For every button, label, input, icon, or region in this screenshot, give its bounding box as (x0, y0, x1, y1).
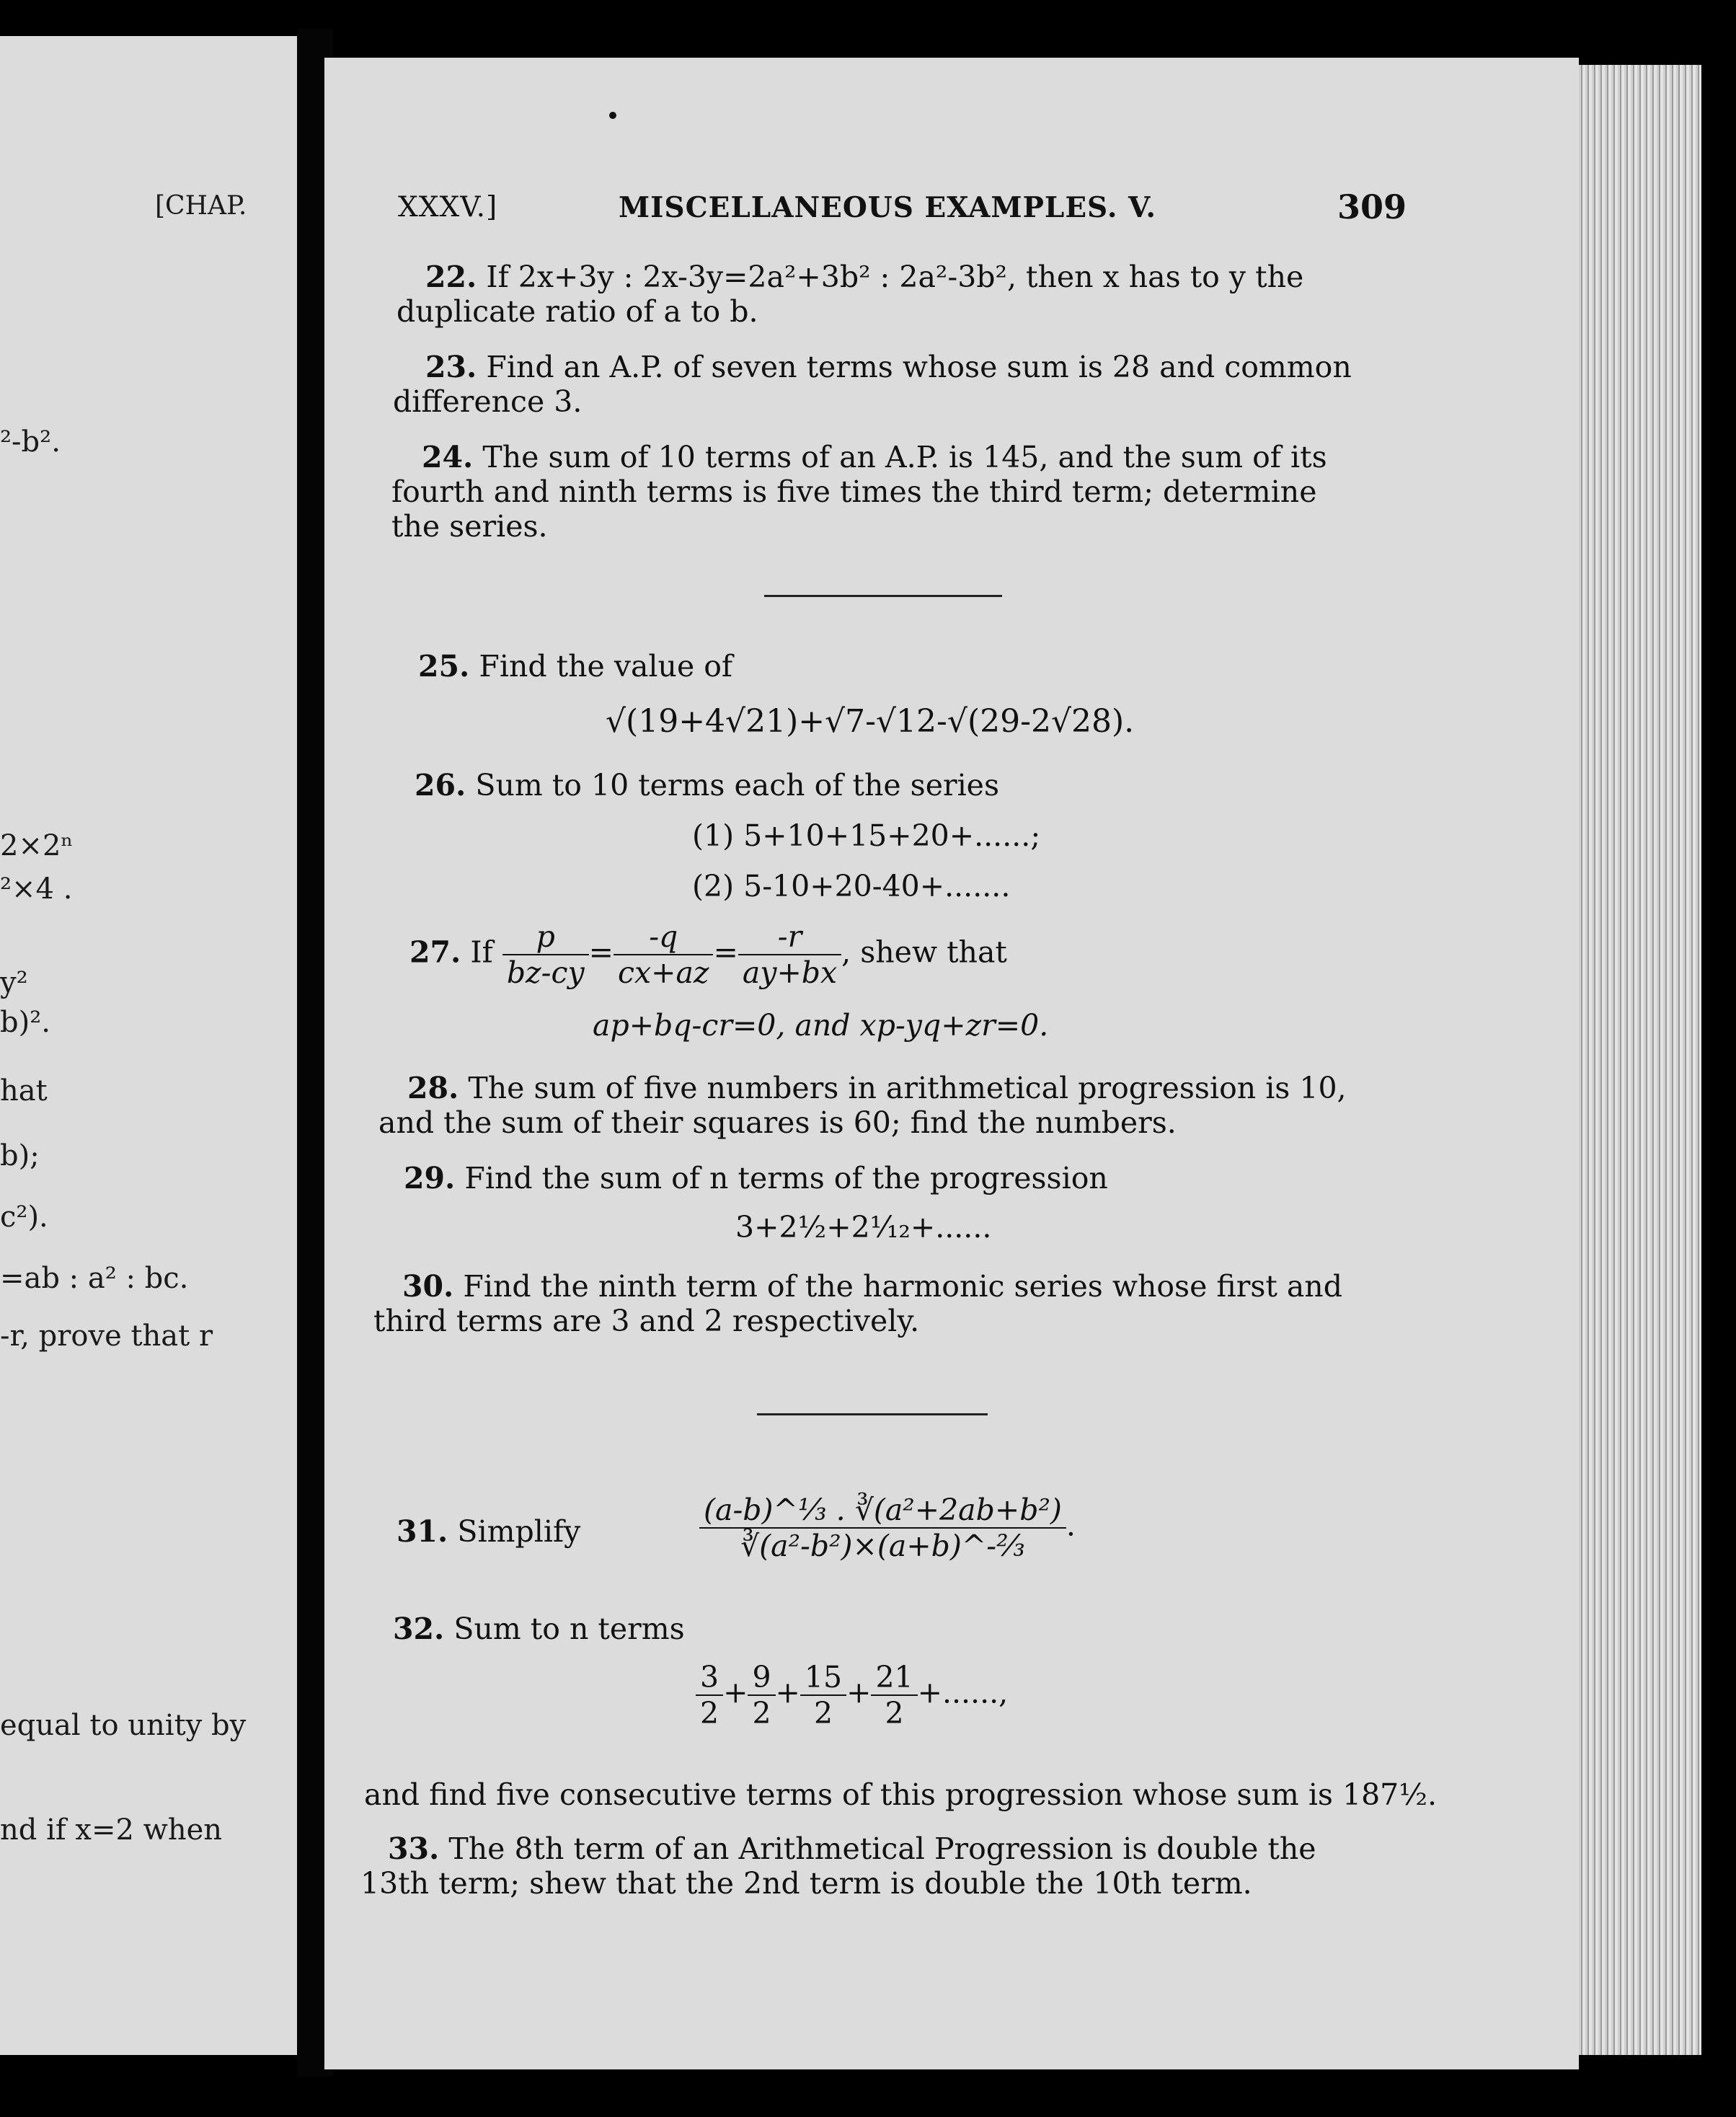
numerator: 15 (800, 1660, 846, 1696)
left-fragment: ²-b². (0, 425, 61, 459)
page-number: 309 (1337, 187, 1407, 226)
problem-text: , shew that (841, 934, 1007, 970)
problem-27 (409, 919, 1007, 990)
fraction (738, 919, 841, 990)
problem-27-equations: ap+bq-cr=0, and xp-yq+zr=0. (593, 1008, 1049, 1043)
problem-30 (402, 1269, 1342, 1304)
numerator: 3 (696, 1660, 723, 1696)
problem-text: Find the ninth term of the harmonic series whose first and (463, 1269, 1342, 1304)
problem-number: 30. (402, 1269, 454, 1304)
problem-text: If 2x+3y : 2x-3y=2a²+3b² : 2a²-3b², then x has to y the (486, 260, 1304, 294)
problem-32-line3: and find five consecutive terms of this progression whose sum is 187½. (364, 1777, 1438, 1812)
problem-text: The sum of 10 terms of an A.P. is 145, and the sum of its (482, 440, 1327, 474)
problem-31 (397, 1514, 580, 1549)
left-fragment: equal to unity by (0, 1709, 247, 1742)
fraction (748, 1660, 775, 1731)
problem-number: 28. (407, 1071, 459, 1105)
fraction (800, 1660, 846, 1731)
problem-26-series-1: (1) 5+10+15+20+......; (692, 818, 1041, 853)
problem-32 (393, 1612, 685, 1646)
denominator: cx+az (618, 955, 709, 990)
denominator: 2 (813, 1696, 833, 1731)
chapter-number: XXXV.] (398, 191, 498, 224)
fraction (502, 919, 589, 990)
problem-text: Simplify (457, 1514, 581, 1549)
left-fragment: nd if x=2 when (0, 1813, 223, 1847)
left-page (0, 36, 303, 2055)
problem-26-series-2: (2) 5-10+20-40+....... (692, 869, 1011, 903)
series-tail: +......, (917, 1675, 1009, 1710)
fraction (614, 919, 713, 990)
left-fragment: b); (0, 1139, 40, 1172)
problem-number: 26. (415, 768, 466, 803)
problem-23-line2: difference 3. (393, 384, 583, 419)
problem-text: The sum of five numbers in arithmetical progression is 10, (468, 1071, 1347, 1105)
left-fragment: 2×2ⁿ (0, 829, 74, 862)
problem-number: 31. (397, 1514, 448, 1549)
left-fragment: y² (0, 966, 28, 999)
problem-29 (404, 1161, 1108, 1195)
problem-25 (418, 649, 732, 684)
problem-23 (425, 350, 1352, 384)
problem-number: 33. (388, 1831, 440, 1866)
numerator: p (502, 919, 589, 955)
problem-30-line2: third terms are 3 and 2 respectively. (373, 1304, 920, 1338)
section-divider (764, 595, 1002, 597)
problem-25-expression: √(19+4√21)+√7-√12-√(29-2√28). (606, 703, 1135, 740)
numerator: -q (614, 919, 713, 955)
numerator: -r (738, 919, 841, 955)
problem-33-line2: 13th term; shew that the 2nd term is double the 10th term. (360, 1866, 1252, 1901)
left-fragment: c²). (0, 1201, 48, 1234)
problem-number: 29. (404, 1161, 456, 1195)
problem-26 (415, 768, 999, 803)
problem-31-fraction: $\frac{\text{(a-b)\textasciicircum{}⅓ . ∛(a²+2ab+b²)}}{\text{∛(a²-b²)×(a+b)\textasciicircum{}-⅔}}$ . (699, 1493, 1076, 1563)
numerator: (a-b)^⅓ . ∛(a²+2ab+b²) (699, 1493, 1066, 1529)
problem-if: If (470, 934, 493, 970)
problem-32-series: $\frac{3}{2}$ + $\frac{9}{2}$ + $\frac{15}{2}$ + $\frac{21}{2}$ +......, (696, 1660, 1008, 1731)
numerator: 9 (748, 1660, 775, 1696)
problem-24-line2: fourth and ninth terms is five times the third term; determine (391, 474, 1317, 509)
problem-text: The 8th term of an Arithmetical Progression is double the (448, 1831, 1316, 1866)
problem-text: Sum to n terms (453, 1612, 685, 1646)
denominator: ∛(a²-b²)×(a+b)^-⅔ (740, 1529, 1025, 1563)
denominator: 2 (700, 1696, 719, 1731)
left-fragment: hat (0, 1074, 48, 1108)
denominator: bz-cy (506, 955, 585, 990)
page-title: MISCELLANEOUS EXAMPLES. V. (619, 191, 1156, 224)
problem-24-line3: the series. (391, 509, 548, 544)
problem-22-line2: duplicate ratio of a to b. (397, 294, 758, 329)
denominator: ay+bx (742, 955, 838, 990)
problem-text: Find an A.P. of seven terms whose sum is 28 and common (486, 350, 1352, 384)
problem-number: 22. (425, 260, 477, 294)
fraction (696, 1660, 723, 1731)
problem-29-expression: 3+2½+2¹⁄₁₂+...... (735, 1210, 992, 1245)
left-chapter-label: [CHAP. (155, 191, 247, 221)
section-divider (757, 1413, 988, 1415)
fraction (699, 1493, 1066, 1563)
problem-22 (425, 260, 1303, 294)
problem-text: Find the value of (479, 649, 733, 684)
left-fragment: b)². (0, 1006, 50, 1039)
fraction (871, 1660, 917, 1731)
problem-28-line2: and the sum of their squares is 60; find the numbers. (378, 1105, 1177, 1140)
left-fragment: =ab : a² : bc. (0, 1262, 189, 1295)
problem-number: 25. (418, 649, 470, 684)
right-page (324, 58, 1579, 2069)
left-fragment: -r, prove that r (0, 1320, 213, 1353)
denominator: 2 (752, 1696, 771, 1731)
problem-33 (388, 1831, 1316, 1866)
left-fragment: ²×4 . (0, 872, 73, 906)
numerator: 21 (871, 1660, 917, 1696)
equals-sign: = (588, 934, 614, 970)
denominator: 2 (885, 1696, 904, 1731)
problem-28 (407, 1071, 1347, 1105)
problem-text: Sum to 10 terms each of the series (475, 768, 999, 803)
problem-number: 27. (409, 934, 461, 970)
equals-sign: = (713, 934, 738, 970)
problem-text: Find the sum of n terms of the progression (464, 1161, 1108, 1195)
problem-24 (422, 440, 1327, 474)
problem-number: 23. (425, 350, 477, 384)
problem-number: 24. (422, 440, 474, 474)
ink-dot (609, 112, 616, 119)
problem-number: 32. (393, 1612, 445, 1646)
book-page-edges (1579, 65, 1701, 2055)
